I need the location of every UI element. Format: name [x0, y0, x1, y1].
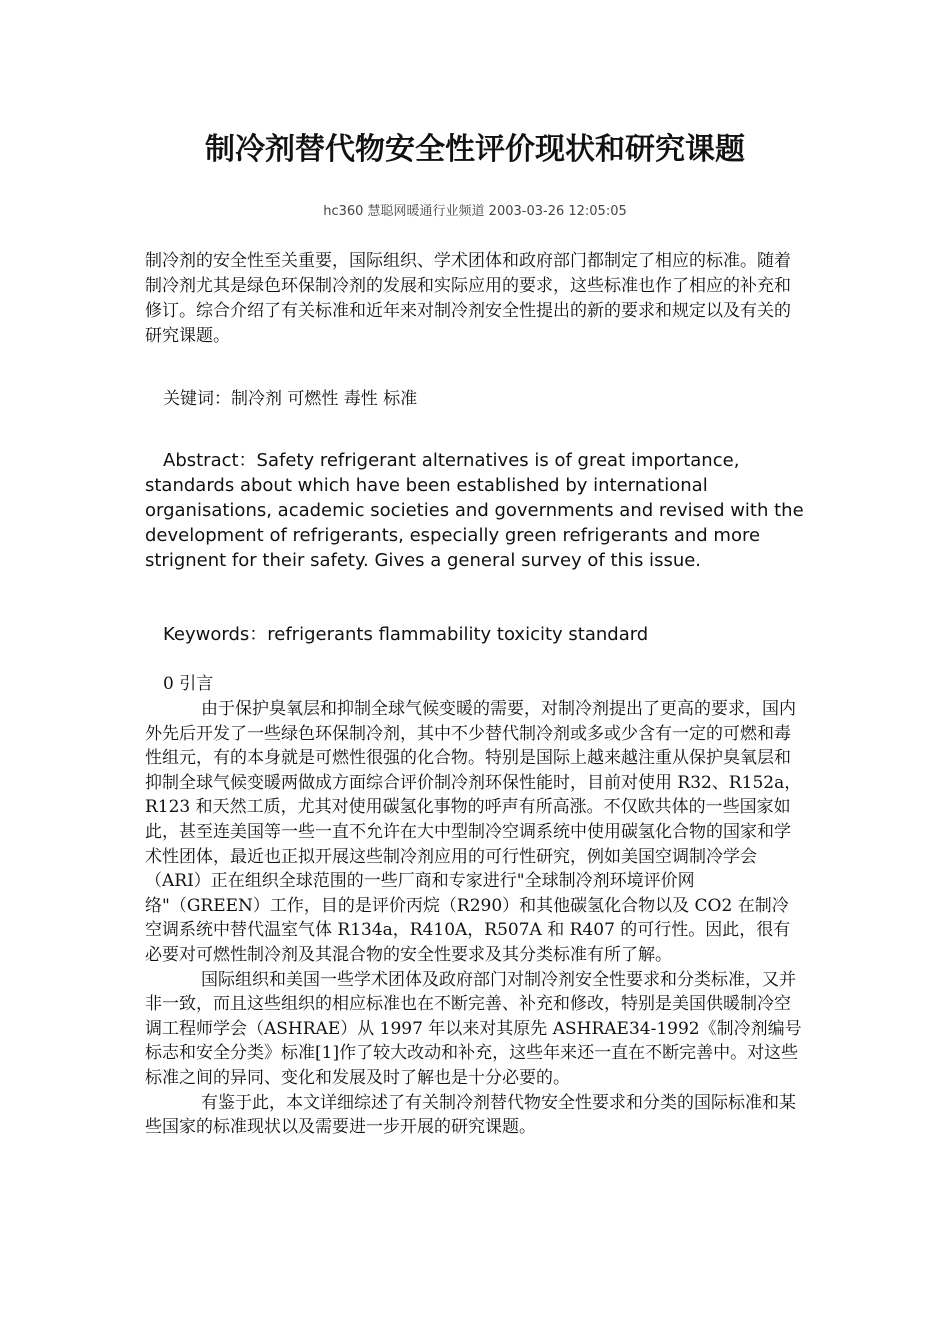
summary-paragraph: 制冷剂的安全性至关重要，国际组织、学术团体和政府部门都制定了相应的标准。随着制冷剂尤其是绿色环保制冷剂的发展和实际应用的要求，这些标准也作了相应的补充和修订。综合介绍了有关标准和近年来对制冷剂安全性提出的新的要求和规定以及有关的研究课题。	[145, 251, 791, 346]
body-paragraph: 国际组织和美国一些学术团体及政府部门对制冷剂安全性要求和分类标准，又并非一致，而且这些组织的相应标准也在不断完善、补充和修改，特别是美国供暖制冷空调工程师学会（ASHRAE）从 1997 年以来对其原先 ASHRAE34-1992《制冷剂编号标志和安全分类》标准[1]作了较大改动和补充，这些年来还一直在不断完善中。对这些标准之间的异同、变化和发展及时了解也是十分必要的。	[145, 969, 802, 1088]
article-meta: hc360 慧聪网暖通行业频道 2003-03-26 12:05:05	[323, 204, 627, 219]
abstract-paragraph: Abstract：Safety refrigerant alternatives is of great importance, standards about which have been established by international organisations, academic societies and governments and revised with the development of refrigerants, especially green refrigerants and more strignent for their safety. Gives a general survey of this issue.	[145, 450, 804, 571]
body-paragraph: 由于保护臭氧层和抑制全球气候变暖的需要，对制冷剂提出了更高的要求，国内外先后开发了一些绿色环保制冷剂，其中不少替代制冷剂或多或少含有一定的可燃和毒性组元，有的本身就是可燃性很强的化合物。特别是国际上越来越注重从保护臭氧层和抑制全球气候变暖两做成方面综合评价制冷剂环保性能时，目前对使用 R32、R152a，R123 和天然工质，尤其对使用碳氢化事物的呼声有所高涨。不仅欧共体的一些国家如此，甚至连美国等一些一直不允许在大中型制冷空调系统中使用碳氢化合物的国家和学术性团体，最近也正拟开展这些制冷剂应用的可行性研究，例如美国空调制冷学会（ARI）正在组织全球范围的一些厂商和专家进行"全球制冷剂环境评价网络"（GREEN）工作，目的是评价丙烷（R290）和其他碳氢化合物以及 CO2 在制冷空调系统中替代温室气体 R134a，R410A，R507A 和 R407 的可行性。因此，很有必要对可燃性制冷剂及其混合物的安全性要求及其分类标准有所了解。	[145, 699, 802, 965]
article-title: 制冷剂替代物安全性评价现状和研究课题	[205, 132, 745, 167]
body-text	[145, 697, 805, 1140]
keywords-chinese: 关键词：制冷剂 可燃性 毒性 标准	[163, 389, 418, 409]
section-heading: 0 引言	[163, 674, 214, 694]
body-paragraph: 有鉴于此，本文详细综述了有关制冷剂替代物安全性要求和分类的国际标准和某些国家的标准现状以及需要进一步开展的研究课题。	[145, 1092, 796, 1138]
keywords-english: Keywords：refrigerants flammability toxicity standard	[163, 624, 649, 645]
